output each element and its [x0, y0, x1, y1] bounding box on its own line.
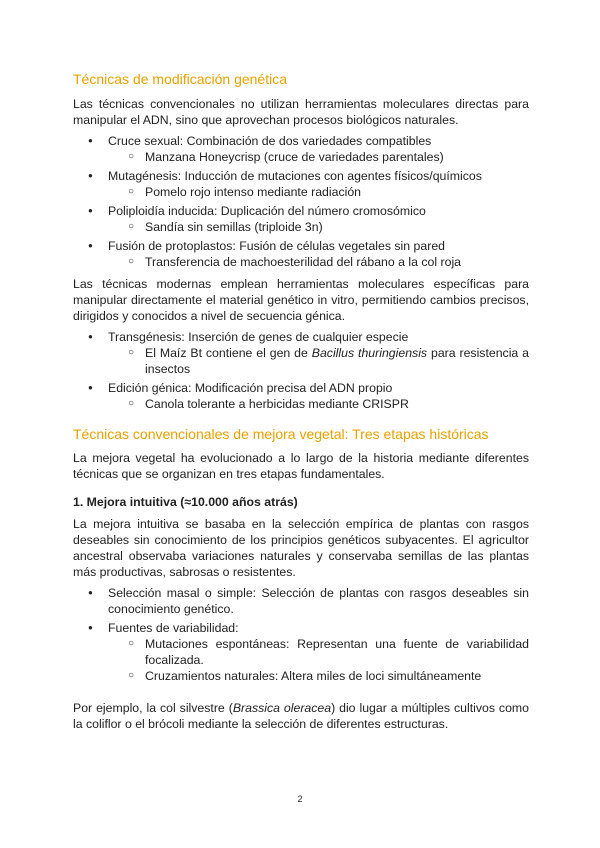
section-title-plant-breeding: Técnicas convencionales de mejora vegetal: Tres etapas históricas: [73, 426, 489, 442]
conventional-intro-paragraph: Las técnicas convencionales no utilizan herramientas moleculares directas para manipular el ADN, sino que aprovechan procesos biológicos naturales.: [73, 97, 529, 127]
list-subitem: ○ El Maíz Bt contiene el gen de Bacillus thuringiensis para resistencia a insectos: [108, 345, 529, 377]
list-subitem: ○ Cruzamientos naturales: Altera miles de loci simultáneamente: [108, 668, 529, 684]
species-name: Brassica oleracea: [232, 701, 332, 715]
list-item: [73, 133, 529, 165]
list-item: [73, 329, 529, 377]
modern-intro-paragraph: Las técnicas modernas emplean herramientas moleculares específicas para manipular directamente el material genético in vitro, permitiendo cambios precisos, dirigidos y conocidos a nivel de secuencia génica.: [73, 277, 529, 323]
subheading-intuitive-breeding: 1. Mejora intuitiva (≈10.000 años atrás): [73, 495, 298, 509]
list-item: [73, 238, 529, 270]
list-item-label: Poliploidía inducida: Duplicación del número cromosómico: [108, 204, 426, 218]
species-name: Bacillus thuringiensis: [311, 346, 428, 360]
intuitive-breeding-paragraph: La mejora intuitiva se basaba en la selección empírica de plantas con rasgos deseables sin conocimiento de los principios genéticos subyacentes. El agricultor ancestral observaba variaciones naturales y conservaba semillas de las plantas más productivas, sabrosas o resistentes.: [73, 517, 529, 579]
list-item-label: Transgénesis: Inserción de genes de cualquier especie: [108, 330, 409, 344]
list-item: [73, 620, 529, 684]
page-content: [73, 71, 529, 732]
list-item: [73, 203, 529, 235]
breeding-intro-paragraph: La mejora vegetal ha evolucionado a lo largo de la historia mediante diferentes técnicas que se organizan en tres etapas fundamentales.: [73, 451, 529, 481]
list-item-label: Cruce sexual: Combinación de dos variedades compatibles: [108, 134, 432, 148]
section-title-genetic-modification: Técnicas de modificación genética: [73, 71, 288, 87]
list-subitem: ○ Transferencia de machoesterilidad del rábano a la col roja: [108, 254, 529, 270]
list-item: ● Selección masal o simple: Selección de plantas con rasgos deseables sin conocimiento genético.: [73, 585, 529, 617]
modern-techniques-list: [73, 329, 529, 412]
list-item-label: Mutagénesis: Inducción de mutaciones con agentes físicos/químicos: [108, 169, 482, 183]
list-subitem: ○ Mutaciones espontáneas: Representan una fuente de variabilidad focalizada.: [108, 636, 529, 668]
list-item-label: Edición génica: Modificación precisa del ADN propio: [108, 381, 393, 395]
list-subitem: ○ Canola tolerante a herbicidas mediante CRISPR: [108, 396, 529, 412]
list-subitem: ○ Manzana Honeycrisp (cruce de variedades parentales): [108, 149, 529, 165]
list-subitem: ○ Pomelo rojo intenso mediante radiación: [108, 184, 529, 200]
list-item: [73, 168, 529, 200]
intuitive-breeding-list: [73, 585, 529, 684]
list-item: [73, 380, 529, 412]
list-subitem: ○ Sandía sin semillas (triploide 3n): [108, 219, 529, 235]
conventional-techniques-list: [73, 133, 529, 270]
page-number: 2: [297, 794, 303, 804]
example-paragraph: Por ejemplo, la col silvestre (Brassica oleracea) dio lugar a múltiples cultivos como la coliflor o el brócoli mediante la selección de diferentes estructuras.: [73, 701, 529, 731]
list-item-label: Fusión de protoplastos: Fusión de células vegetales sin pared: [108, 239, 445, 253]
list-item-label: Fuentes de variabilidad:: [108, 621, 239, 635]
